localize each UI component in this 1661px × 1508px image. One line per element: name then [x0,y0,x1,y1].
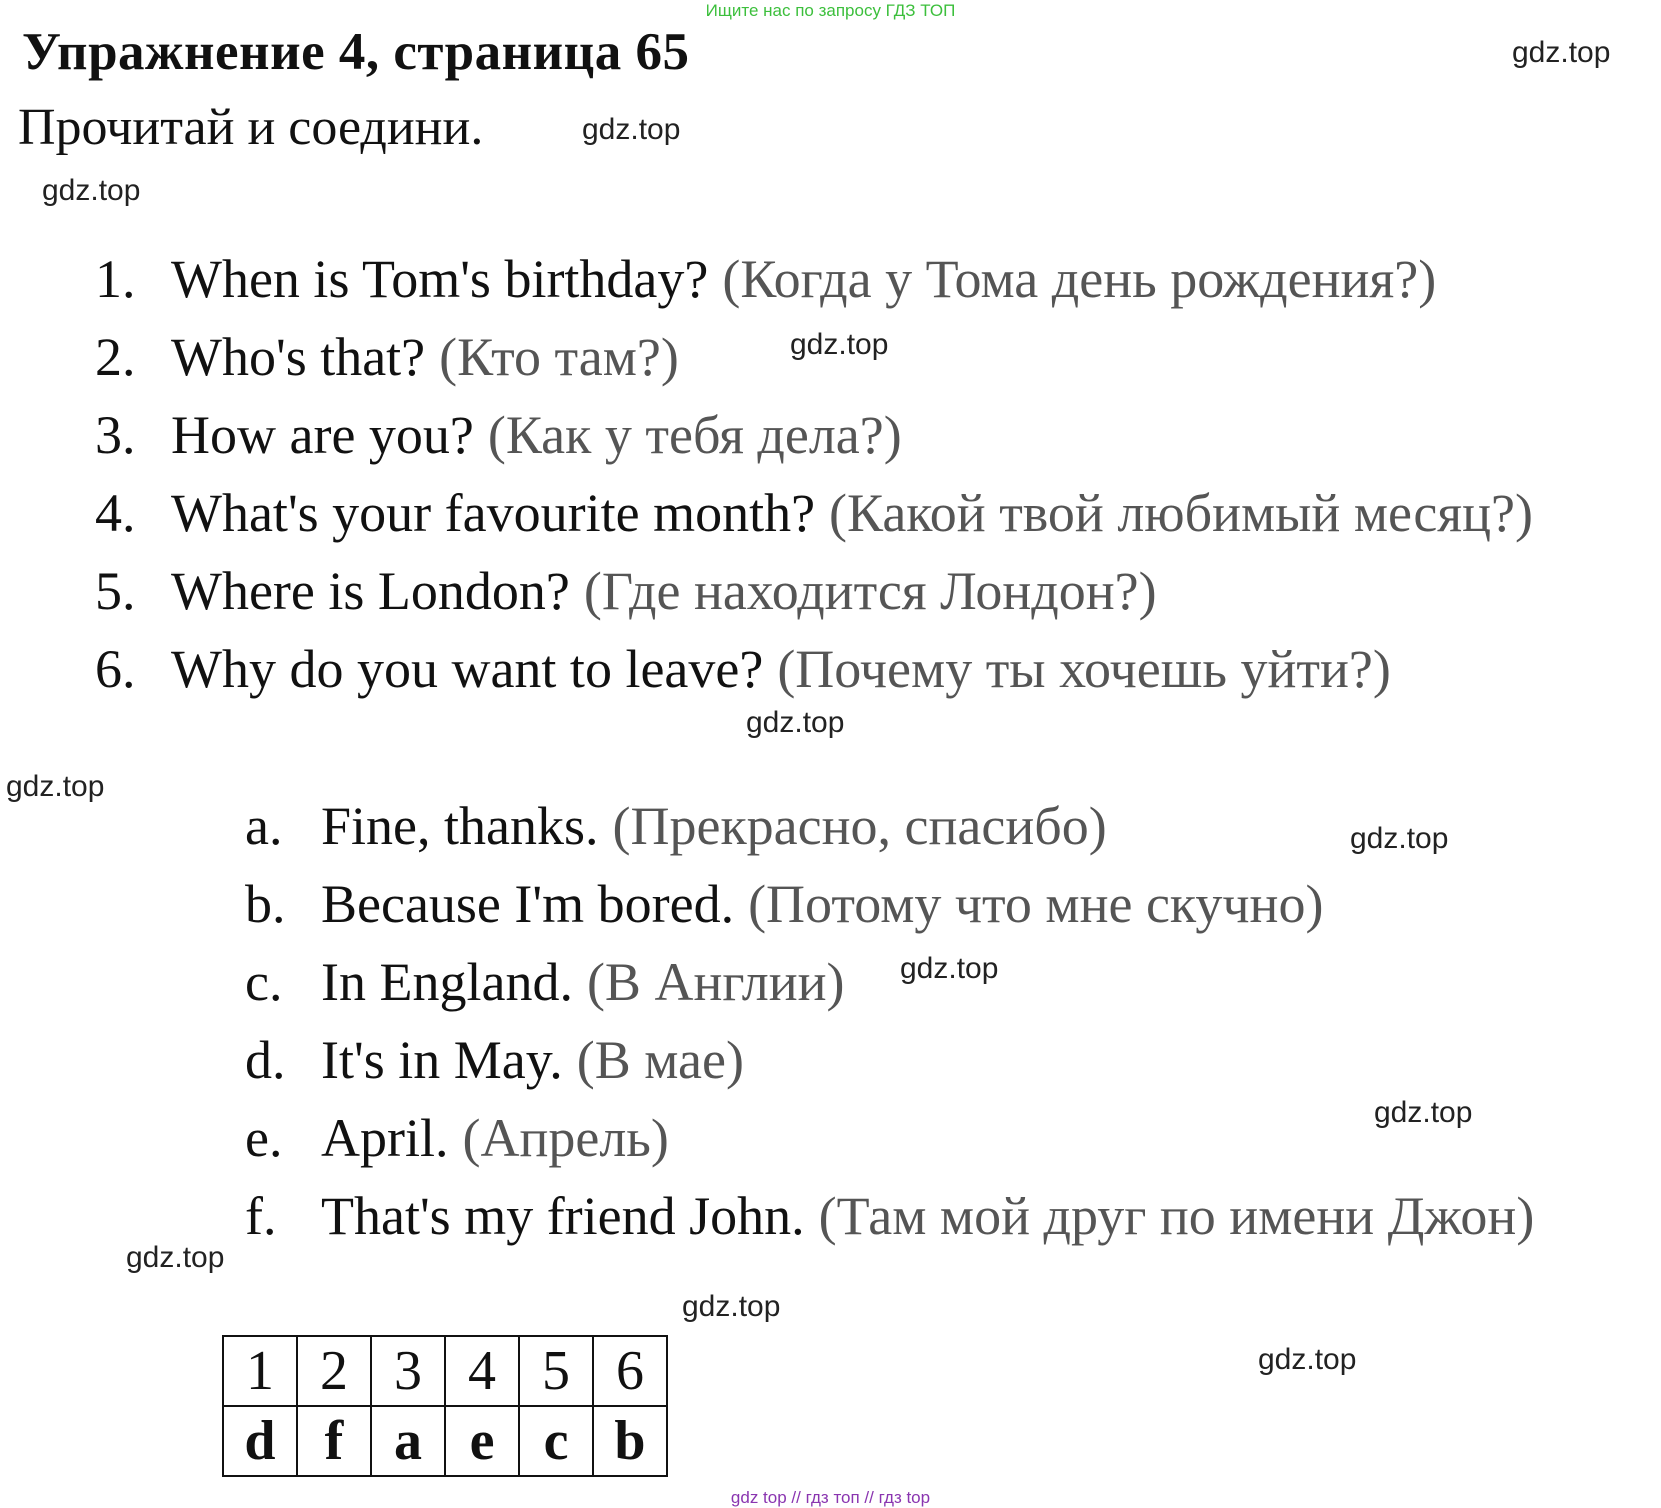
answer-english: Fine, thanks. [321,796,599,856]
watermark: gdz.top [126,1241,225,1274]
answer-table-letter: a [371,1406,445,1476]
answer-options-list [245,795,1534,1263]
question-russian: (Почему ты хочешь уйти?) [777,639,1391,699]
question-english: Who's that? [171,327,426,387]
question-item [95,482,1533,560]
watermark: gdz.top [790,328,889,361]
answer-russian: (В мае) [576,1030,744,1090]
question-item [95,404,1533,482]
question-english: When is Tom's birthday? [171,249,709,309]
answer-table-letter: e [445,1406,519,1476]
answer-table-number: 2 [297,1336,371,1406]
answer-letter: e. [245,1108,283,1168]
question-english: Where is London? [171,561,570,621]
question-russian: (Когда у Тома день рождения?) [722,249,1437,309]
question-number: 6. [95,639,136,699]
answer-table-number: 5 [519,1336,593,1406]
question-english: Why do you want to leave? [171,639,764,699]
answer-letter: c. [245,952,283,1012]
question-number: 2. [95,327,136,387]
answer-table [222,1335,668,1477]
question-number: 3. [95,405,136,465]
watermark: gdz.top [900,952,999,985]
watermark: gdz.top [6,770,105,803]
search-banner: Ищите нас по запросу ГДЗ ТОП [705,1,956,20]
instruction: Прочитай и соедини. [18,99,484,156]
question-russian: (Где находится Лондон?) [583,561,1157,621]
answer-letter: a. [245,796,283,856]
answer-russian: (Прекрасно, спасибо) [612,796,1107,856]
watermark: gdz.top [582,113,681,146]
question-item [95,638,1533,716]
question-item [95,560,1533,638]
answer-english: It's in May. [321,1030,563,1090]
question-item [95,248,1533,326]
watermark: gdz.top [682,1290,781,1323]
answer-russian: (В Англии) [586,952,845,1012]
answer-table-letter: d [223,1406,297,1476]
answer-letter: f. [245,1186,277,1246]
answer-option [245,1107,1534,1185]
answer-table-letters-row [223,1406,667,1476]
answer-table-letter: c [519,1406,593,1476]
watermark: gdz.top [1512,36,1611,69]
answer-table-number: 3 [371,1336,445,1406]
question-english: How are you? [171,405,474,465]
answer-letter: d. [245,1030,286,1090]
watermark: gdz.top [1350,822,1449,855]
page-title: Упражнение 4, страница 65 [22,23,690,81]
answer-option [245,1185,1534,1263]
answer-option [245,873,1534,951]
watermark: gdz.top [1374,1096,1473,1129]
answer-table-number: 6 [593,1336,667,1406]
answer-english: Because I'm bored. [321,874,735,934]
answer-table-numbers-row [223,1336,667,1406]
question-russian: (Какой твой любимый месяц?) [829,483,1533,543]
footer-watermark: gdz top // гдз топ // гдз top [730,1488,931,1507]
answer-russian: (Апрель) [462,1108,669,1168]
watermark: gdz.top [1258,1343,1357,1376]
answer-option [245,951,1534,1029]
question-number: 5. [95,561,136,621]
answer-english: April. [321,1108,449,1168]
question-russian: (Как у тебя дела?) [487,405,902,465]
question-number: 4. [95,483,136,543]
answer-russian: (Потому что мне скучно) [748,874,1324,934]
answer-table-letter: f [297,1406,371,1476]
answer-option [245,1029,1534,1107]
answer-table-number: 4 [445,1336,519,1406]
question-english: What's your favourite month? [171,483,816,543]
answer-letter: b. [245,874,286,934]
answer-english: In England. [321,952,573,1012]
watermark: gdz.top [746,706,845,739]
answer-table-letter: b [593,1406,667,1476]
questions-list [95,248,1533,716]
answer-option [245,795,1534,873]
answer-english: That's my friend John. [321,1186,805,1246]
question-number: 1. [95,249,136,309]
answer-table-number: 1 [223,1336,297,1406]
watermark: gdz.top [42,174,141,207]
answer-russian: (Там мой друг по имени Джон) [818,1186,1535,1246]
question-russian: (Кто там?) [439,327,679,387]
